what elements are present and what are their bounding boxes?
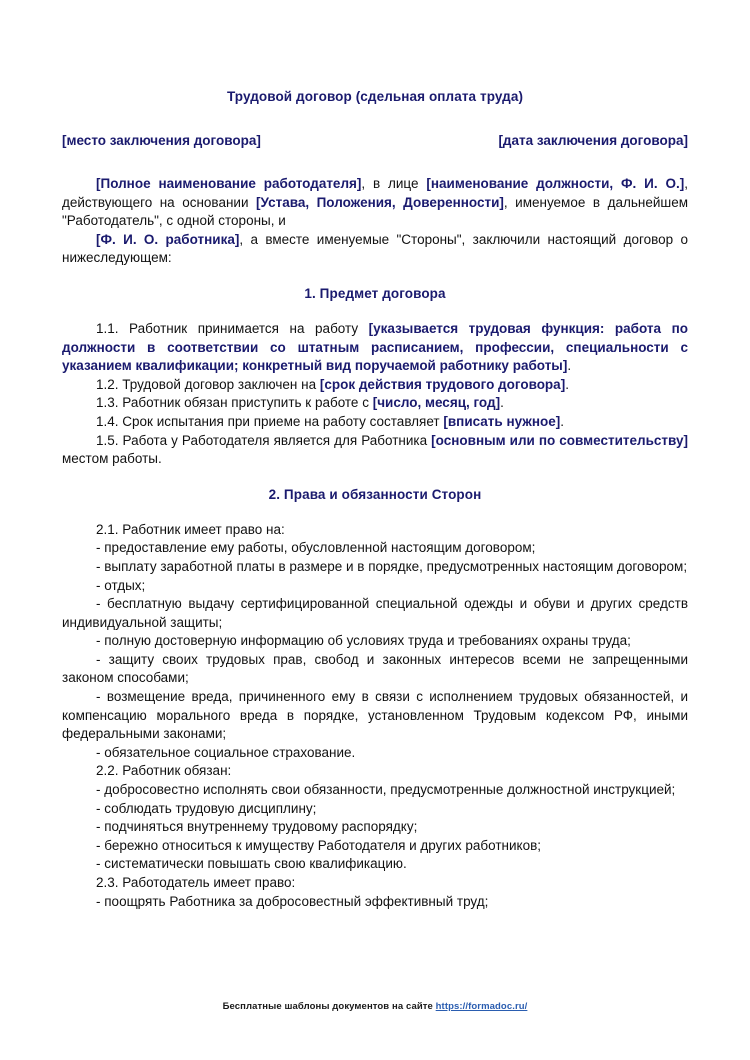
clause-1-1	[62, 320, 688, 376]
clause-2-3-intro: 2.3. Работодатель имеет право:	[96, 875, 296, 890]
clause-2-1-item: - бесплатную выдачу сертифицированной специальной одежды и обуви и других средств индивидуальной защиты;	[62, 596, 688, 630]
preamble-text-2b: , а вместе именуемые "Стороны", заключили настоящий договор о нижеследующем:	[62, 231, 688, 266]
clause-2-1-item: - защиту своих трудовых прав, свобод и законных интересов всеми не запрещенными законом способами;	[62, 651, 688, 686]
footer-link[interactable]: https://formadoc.ru/	[435, 1001, 528, 1012]
clause-2-1-item: - полную достоверную информацию об условиях труда и требованиях охраны труда;	[96, 633, 631, 649]
preamble-paragraph-1	[62, 175, 688, 231]
clause-1-1-text-c: .	[567, 358, 572, 374]
probation-placeholder: [вписать нужное]	[443, 413, 561, 429]
clause-1-2-text-c: .	[565, 376, 569, 392]
clause-2-1-item: - возмещение вреда, причиненного ему в связи с исполнением трудовых обязанностей, и компенсацию морального вреда в порядке, установленном Трудовым кодексом РФ, иными федеральными законами;	[62, 689, 688, 742]
clause-2-2-item: - подчиняться внутреннему трудовому распорядку;	[96, 819, 418, 835]
page-title: Трудовой договор (сдельная оплата труда)	[226, 89, 524, 104]
clause-2-2-item: - соблюдать трудовую дисциплину;	[96, 800, 317, 816]
clause-2-1-item: - отдых;	[96, 577, 146, 593]
clause-1-4	[62, 413, 688, 432]
date-placeholder: [дата заключения договора]	[498, 133, 688, 148]
place-placeholder: [место заключения договора]	[62, 133, 261, 148]
section-1-heading: 1. Предмет договора	[304, 285, 446, 301]
clause-2-3-item: - поощрять Работника за добросовестный эффективный труд;	[96, 893, 489, 909]
contract-term-placeholder: [срок действия трудового договора]	[319, 376, 566, 392]
preamble-text-1b: , в лице	[361, 176, 427, 191]
job-function-placeholder: [указывается трудовая функция: работа по должности в соответствии со штатным расписанием, профессии, специальности с указанием квалификации; конкретный вид поручаемой работнику работы]	[62, 320, 688, 374]
workplace-type-placeholder: [основным или по совместительству]	[431, 432, 688, 448]
clause-1-2	[62, 376, 688, 395]
clause-1-1-text-a: 1.1. Работник принимается на работу	[96, 320, 369, 336]
preamble-paragraph-2	[62, 231, 688, 268]
employer-name-placeholder: [Полное наименование работодателя]	[96, 176, 362, 191]
clause-2-1-item: - выплату заработной платы в размере и в порядке, предусмотренных настоящим договором;	[96, 558, 688, 574]
page-footer	[0, 1000, 750, 1013]
clause-2-1-intro: 2.1. Работник имеет право на:	[96, 521, 285, 537]
clause-1-3	[62, 394, 688, 413]
clause-2-2-item: - бережно относиться к имуществу Работодателя и других работников;	[96, 837, 542, 853]
clause-1-4-text-c: .	[560, 413, 565, 429]
clause-2-2-item: - систематически повышать свою квалификацию.	[96, 856, 407, 872]
preamble-text-1d: , действующего на основании	[62, 176, 688, 210]
clause-1-5-text-c: местом работы.	[62, 451, 162, 467]
clause-1-4-text-a: 1.4. Срок испытания при приеме на работу составляет	[96, 413, 444, 429]
clause-1-3-text-c: .	[500, 395, 504, 411]
clause-2-2-item: - добросовестно исполнять свои обязанности, предусмотренные должностной инструкцией;	[96, 782, 676, 798]
clause-1-3-text-a: 1.3. Работник обязан приступить к работе с	[96, 395, 373, 411]
section-2-heading: 2. Права и обязанности Сторон	[268, 486, 482, 502]
clause-1-5	[62, 432, 688, 469]
clause-2-2-intro: 2.2. Работник обязан:	[96, 763, 232, 779]
representative-placeholder: [наименование должности, Ф. И. О.]	[426, 176, 685, 191]
basis-placeholder: [Устава, Положения, Доверенности]	[256, 194, 504, 210]
clause-1-5-text-a: 1.5. Работа у Работодателя является для Работника	[96, 432, 432, 448]
preamble-text-1f: , именуемое в дальнейшем "Работодатель", с одной стороны, и	[62, 194, 688, 229]
start-date-placeholder: [число, месяц, год]	[372, 395, 501, 411]
place-date-row	[62, 132, 688, 150]
clause-1-2-text-a: 1.2. Трудовой договор заключен на	[96, 376, 320, 392]
clause-2-1-item: - предоставление ему работы, обусловленной настоящим договором;	[96, 540, 536, 556]
clause-2-1-item: - обязательное социальное страхование.	[96, 744, 356, 760]
employee-name-placeholder: [Ф. И. О. работника]	[96, 231, 240, 247]
document-content	[62, 88, 688, 911]
footer-text: Бесплатные шаблоны документов на сайте	[222, 1001, 436, 1012]
